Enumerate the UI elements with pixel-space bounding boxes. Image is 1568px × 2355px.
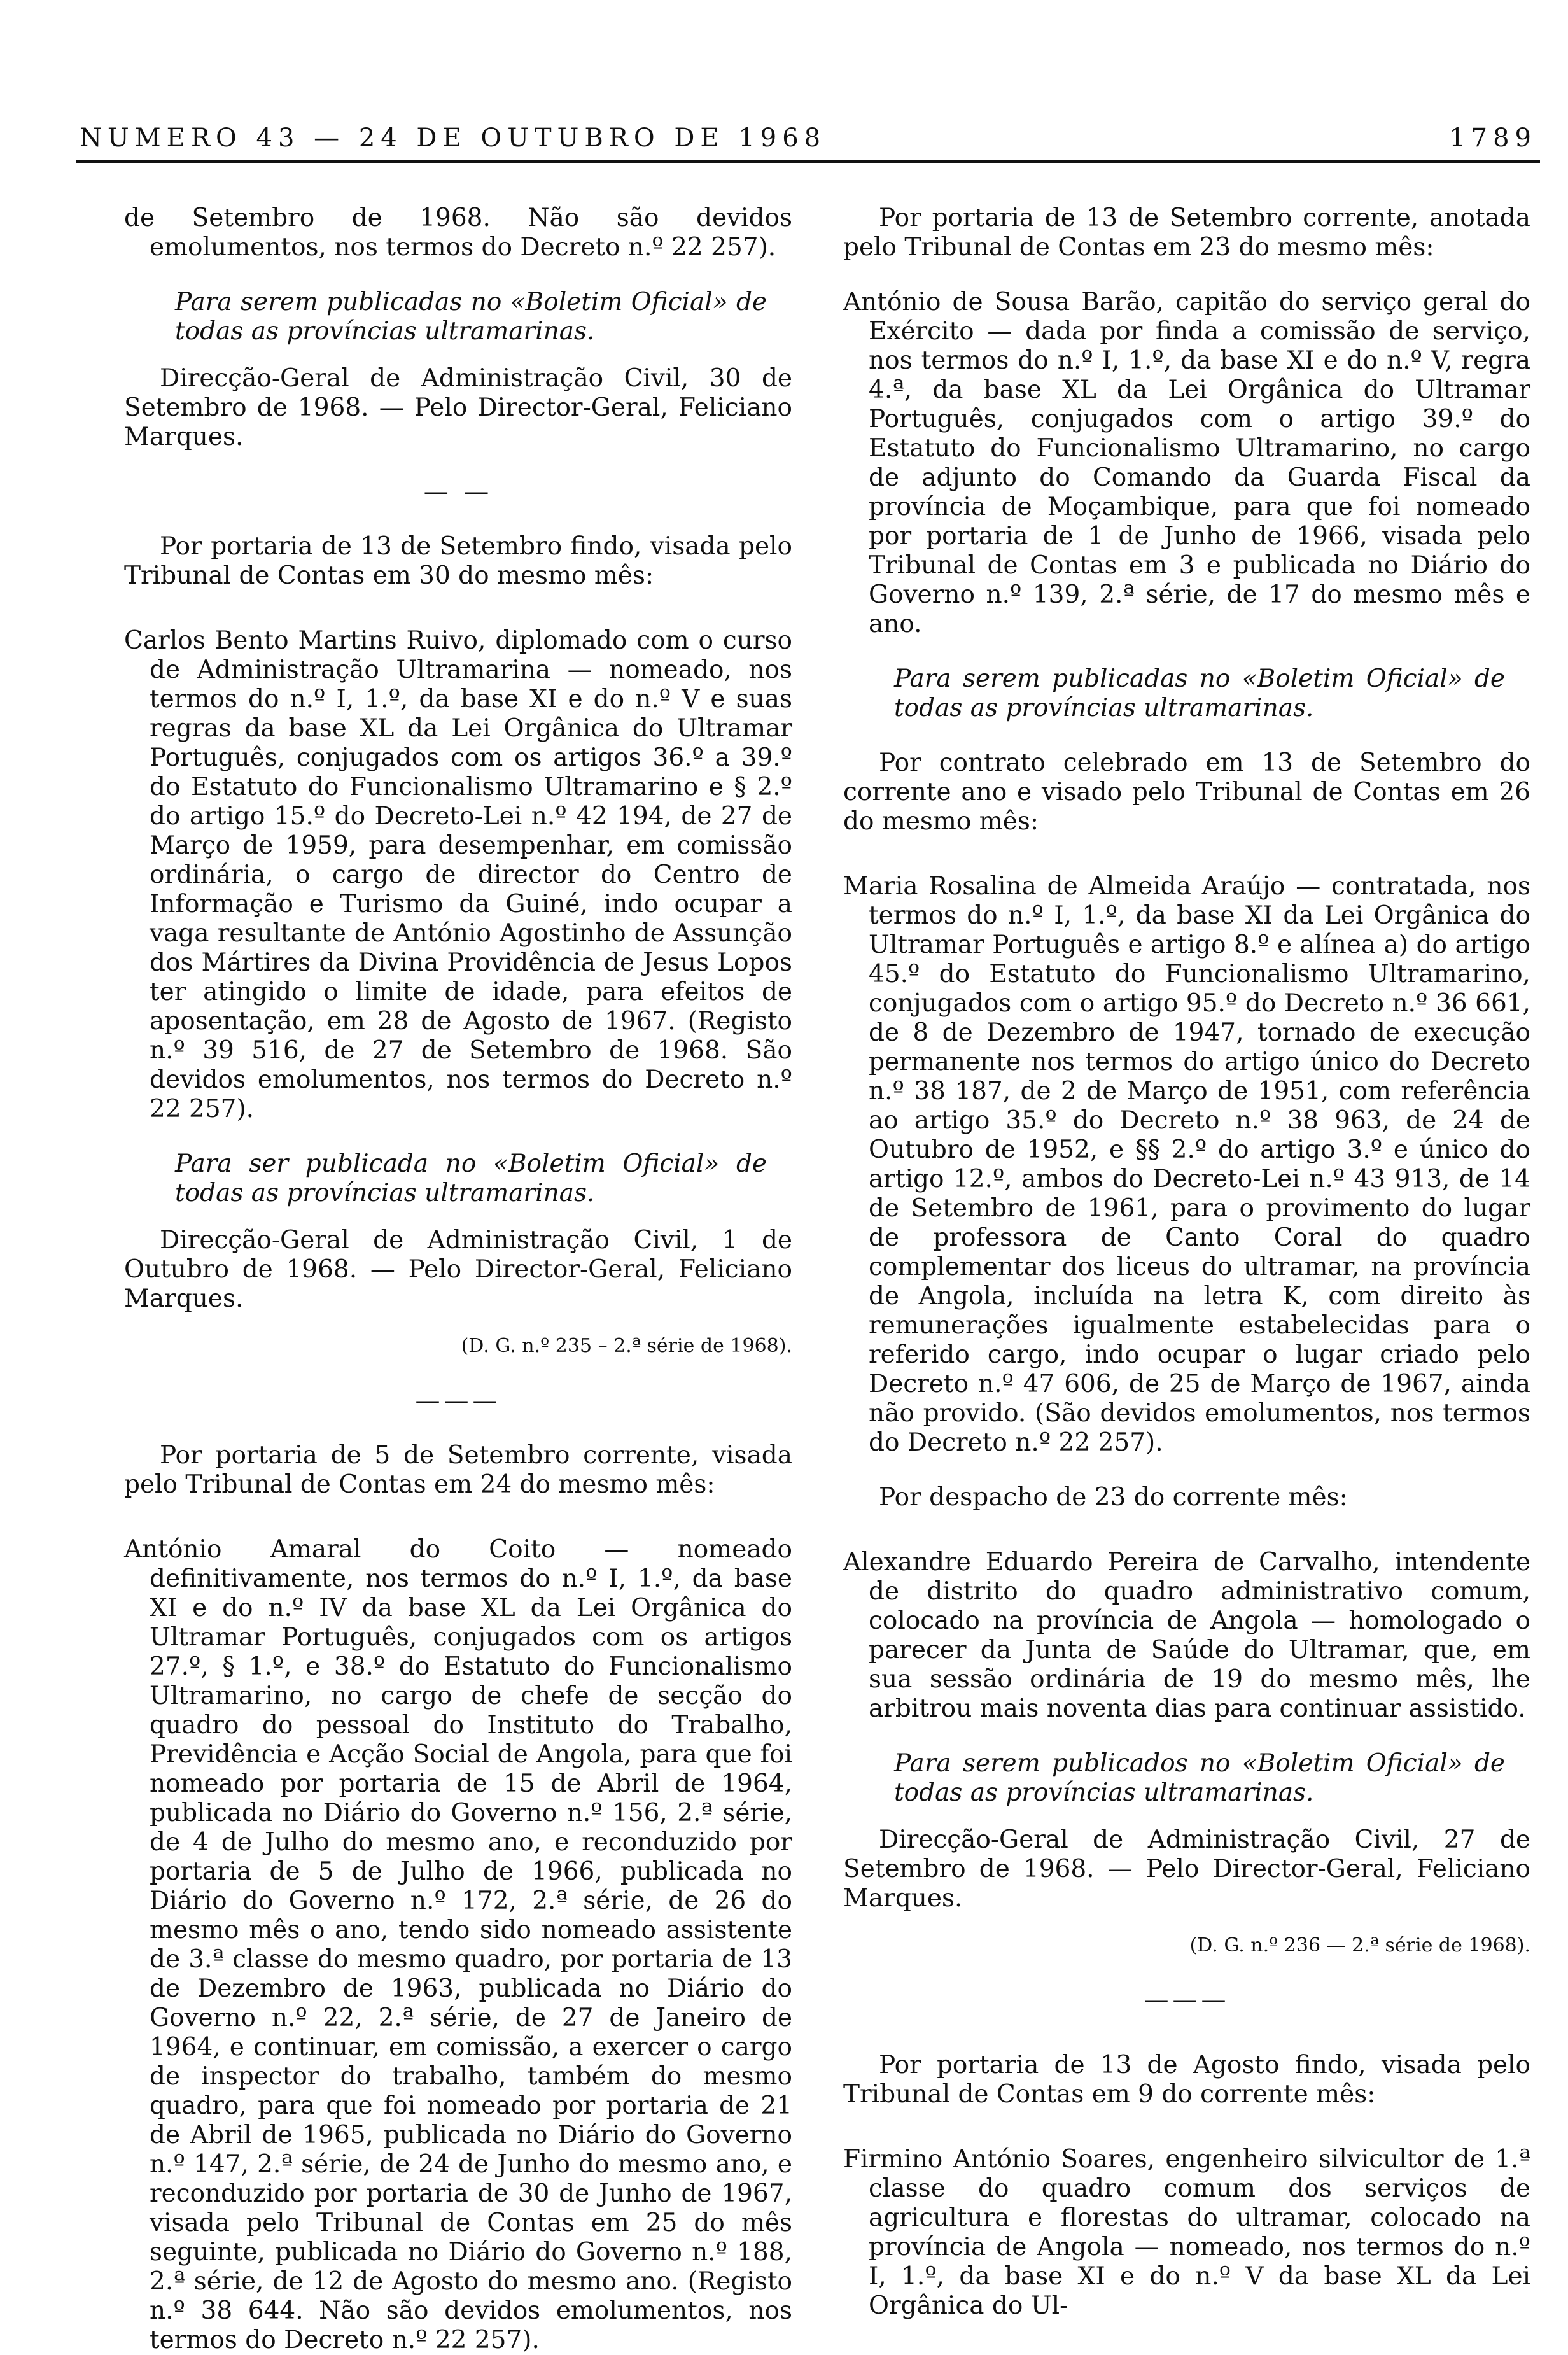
portaria-intro: Por portaria de 5 de Setembro corrente, visada pelo Tribunal de Contas em 24 do mesmo mês: <box>124 1441 792 1499</box>
appointment-entry: Alexandre Eduardo Pereira de Carvalho, intendente de distrito do quadro administrativo comum, colocado na província de Angola — homologado o parecer da Junta de Saúde do Ultramar, que, em sua sessão ordinária de 19 do mesmo mês, lhe arbitrou mais noventa dias para continuar assistido. <box>843 1548 1530 1723</box>
publication-note: Para serem publicadas no «Boletim Oficial» de todas as províncias ultramarinas. <box>894 664 1505 722</box>
paragraph: de Setembro de 1968. Não são devidos emolumentos, nos termos do Decreto n.º 22 257). <box>124 204 792 262</box>
signature-line: Direcção-Geral de Administração Civil, 1 de Outubro de 1968. — Pelo Director-Geral, Feliciano Marques. <box>124 1226 792 1313</box>
right-column <box>843 204 1530 2321</box>
appointment-entry: Maria Rosalina de Almeida Araújo — contratada, nos termos do n.º I, 1.º, da base XI da Lei Orgânica do Ultramar Português e artigo 8.º e alínea a) do artigo 45.º do Estatuto do Funcionalismo Ultramarino, conjugados com o artigo 95.º do Decreto n.º 36 661, de 8 de Dezembro de 1947, tornado de execução permanente nos termos do artigo único do Decreto n.º 38 187, de 2 de Março de 1951, com referência ao artigo 35.º do Decreto n.º 38 963, de 24 de Outubro de 1952, e §§ 2.º do artigo 3.º e único do artigo 12.º, ambos do Decreto-Lei n.º 43 913, de 14 de Setembro de 1961, para o provimento do lugar de professora de Canto Coral do quadro complementar dos liceus do ultramar, na província de Angola, incluída na letra K, com direito às remunerações igualmente estabelecidas para o referido cargo, indo ocupar o lugar criado pelo Decreto n.º 47 606, de 25 de Março de 1967, ainda não provido. (São devidos emolumentos, nos termos do Decreto n.º 22 257). <box>843 872 1530 1457</box>
portaria-intro: Por portaria de 13 de Setembro corrente, anotada pelo Tribunal de Contas em 23 do mesmo mês: <box>843 204 1530 262</box>
separator: ——— <box>415 1386 501 1415</box>
portaria-intro: Por portaria de 13 de Setembro findo, visada pelo Tribunal de Contas em 30 do mesmo mês: <box>124 532 792 590</box>
appointment-entry: António de Sousa Barão, capitão do serviço geral do Exército — dada por finda a comissão de serviço, nos termos do n.º I, 1.º, da base XI e do n.º V, regra 4.ª, da base XL da Lei Orgânica do Ultramar Português, conjugados com o artigo 39.º do Estatuto do Funcionalismo Ultramarino, no cargo de adjunto do Comando da Guarda Fiscal da província de Moçambique, para que foi nomeado por portaria de 1 de Junho de 1966, visada pelo Tribunal de Contas em 3 e publicada no Diário do Governo n.º 139, 2.ª série, de 17 do mesmo mês e ano. <box>843 288 1530 638</box>
signature-line: Direcção-Geral de Administração Civil, 27 de Setembro de 1968. — Pelo Director-Geral, Feliciano Marques. <box>843 1825 1530 1913</box>
publication-note: Para serem publicados no «Boletim Oficial» de todas as províncias ultramarinas. <box>894 1749 1505 1807</box>
portaria-intro: Por portaria de 13 de Agosto findo, visada pelo Tribunal de Contas em 9 do corrente mês: <box>843 2051 1530 2109</box>
despacho-intro: Por despacho de 23 do corrente mês: <box>879 1483 1348 1512</box>
publication-note: Para ser publicada no «Boletim Oficial» de todas as províncias ultramarinas. <box>175 1149 767 1207</box>
separator: — — <box>423 477 493 506</box>
appointment-entry: Firmino António Soares, engenheiro silvicultor de 1.ª classe do quadro comum dos serviços de agricultura e florestas do ultramar, colocado na província de Angola — nomeado, nos termos do n.º I, 1.º, da base XI e do n.º V da base XL da Lei Orgânica do Ul- <box>843 2145 1530 2320</box>
appointment-entry: Carlos Bento Martins Ruivo, diplomado com o curso de Administração Ultramarina — nomeado, nos termos do n.º I, 1.º, da base XI e do n.º V e suas regras da base XL da Lei Orgânica do Ultramar Português, conjugados com os artigos 36.º a 39.º do Estatuto do Funcionalismo Ultramarino e § 2.º do artigo 15.º do Decreto-Lei n.º 42 194, de 27 de Março de 1959, para desempenhar, em comissão ordinária, o cargo de director do Centro de Informação e Turismo da Guiné, indo ocupar a vaga resultante de António Agostinho de Assunção dos Mártires da Divina Providência de Jesus Lopos ter atingido o limite de idade, para efeitos de aposentação, em 28 de Agosto de 1967. (Registo n.º 39 516, de 27 de Setembro de 1968. São devidos emolumentos, nos termos do Decreto n.º 22 257). <box>124 626 792 1123</box>
signature-line: Direcção-Geral de Administração Civil, 30 de Setembro de 1968. — Pelo Director-Geral, Feliciano Marques. <box>124 364 792 451</box>
appointment-entry: António Amaral do Coito — nomeado definitivamente, nos termos do n.º I, 1.º, da base XI e do n.º IV da base XL da Lei Orgânica do Ultramar Português, conjugados com os artigos 27.º, § 1.º, e 38.º do Estatuto do Funcionalismo Ultramarino, no cargo de chefe de secção do quadro do pessoal do Instituto do Trabalho, Previdência e Acção Social de Angola, para que foi nomeado por portaria de 15 de Abril de 1964, publicada no Diário do Governo n.º 156, 2.ª série, de 4 de Julho do mesmo ano, e reconduzido por portaria de 5 de Julho de 1966, publicada no Diário do Governo n.º 172, 2.ª série, de 26 do mesmo mês o ano, tendo sido nomeado assistente de 3.ª classe do mesmo quadro, por portaria de 13 de Dezembro de 1963, publicada no Diário do Governo n.º 22, 2.ª série, de 27 de Janeiro de 1964, e continuar, em comissão, a exercer o cargo de inspector do trabalho, também do mesmo quadro, para que foi nomeado por portaria de 21 de Abril de 1965, publicada no Diário do Governo n.º 147, 2.ª série, de 24 de Junho do mesmo ano, e reconduzido por portaria de 30 de Junho de 1967, visada pelo Tribunal de Contas em 25 do mês seguinte, publicada no Diário do Governo n.º 188, 2.ª série, de 12 de Agosto do mesmo ano. (Registo n.º 38 644. Não são devidos emolumentos, nos termos do Decreto n.º 22 257). <box>124 1535 792 2354</box>
separator: ——— <box>1144 1986 1230 2014</box>
page-header <box>80 107 1537 153</box>
left-column <box>124 204 792 2355</box>
gazette-reference: (D. G. n.º 235 – 2.ª série de 1968). <box>461 1335 792 1357</box>
gazette-reference: (D. G. n.º 236 — 2.ª série de 1968). <box>1189 1934 1530 1957</box>
contract-intro: Por contrato celebrado em 13 de Setembro do corrente ano e visado pelo Tribunal de Contas em 26 do mesmo mês: <box>843 749 1530 836</box>
header-rule <box>76 160 1540 163</box>
issue-heading: NUMERO 43 — 24 DE OUTUBRO DE 1968 <box>80 123 827 153</box>
publication-note: Para serem publicadas no «Boletim Oficial» de todas as províncias ultramarinas. <box>175 288 767 346</box>
page-number: 1789 <box>1449 123 1537 153</box>
